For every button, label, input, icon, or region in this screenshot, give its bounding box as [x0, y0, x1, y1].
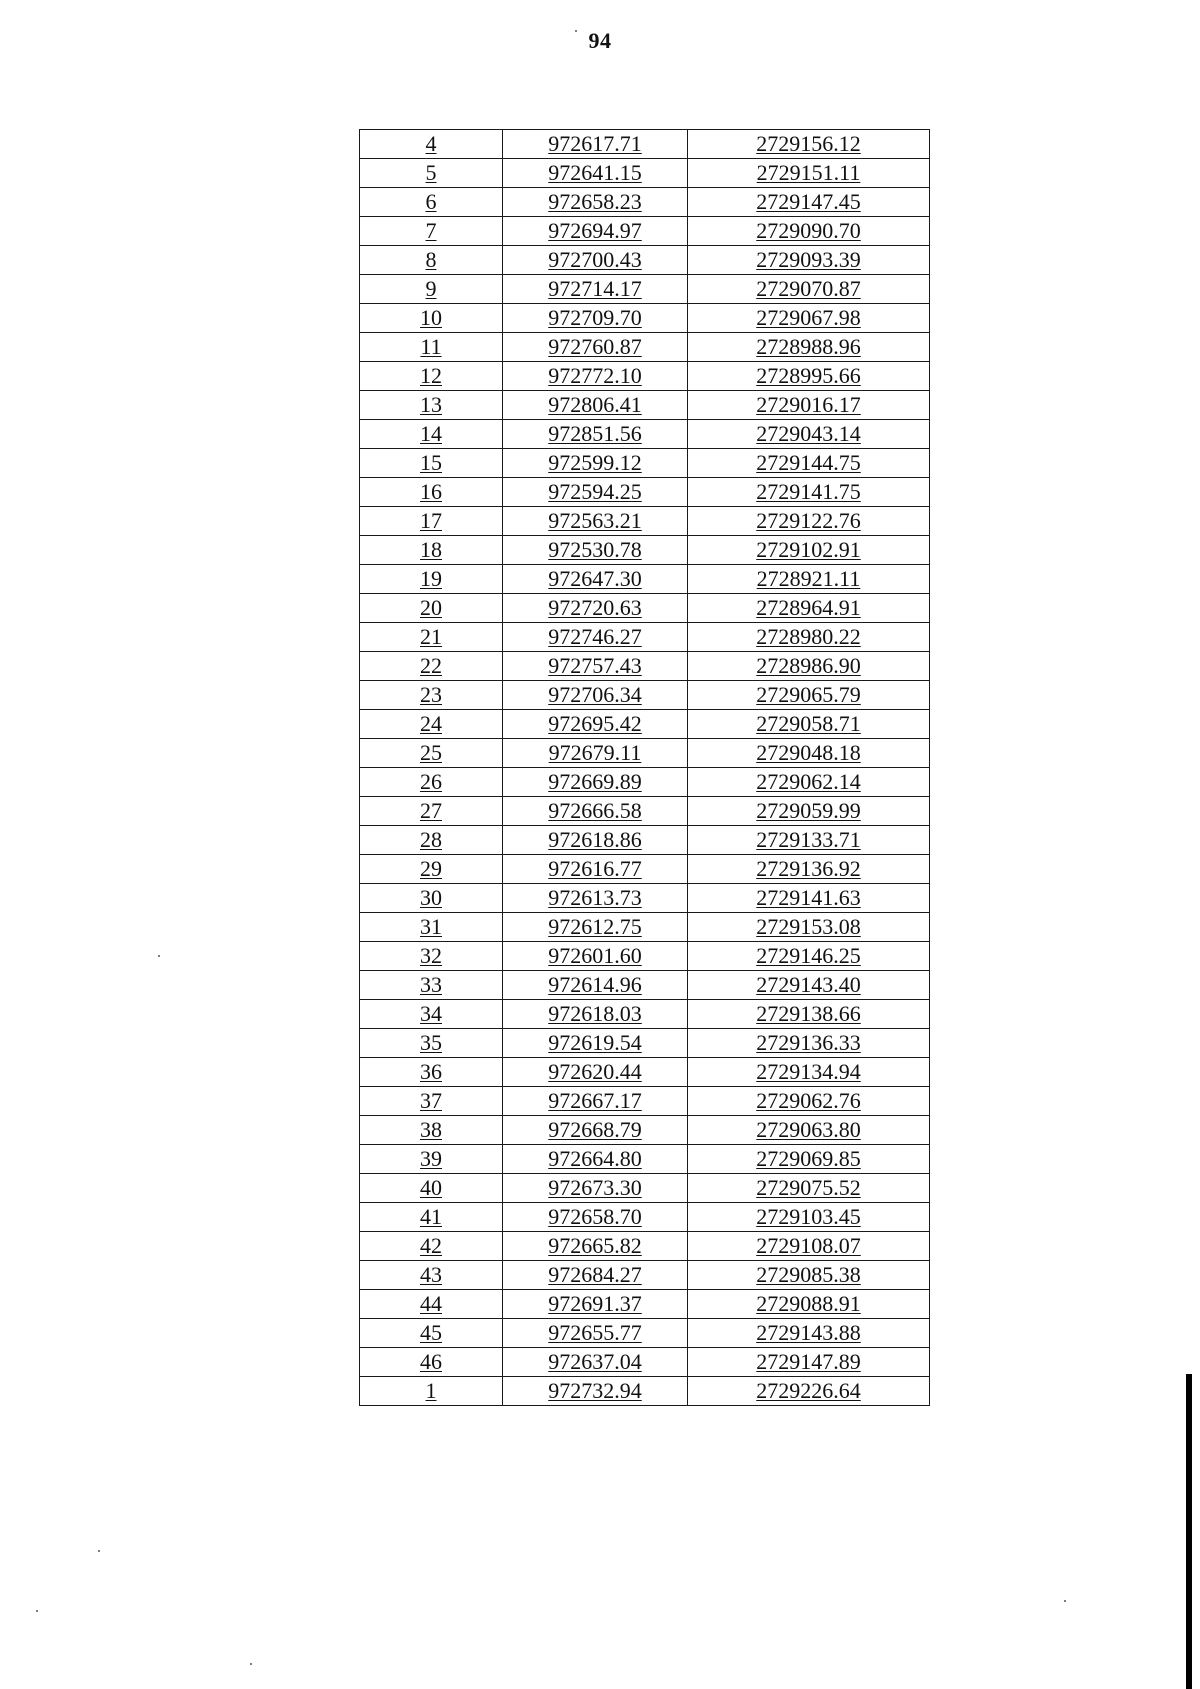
point-number-cell: 31 — [360, 913, 503, 942]
point-number-cell: 6 — [360, 188, 503, 217]
table-row — [360, 1174, 930, 1203]
point-number-cell: 23 — [360, 681, 503, 710]
table-row — [360, 420, 930, 449]
x-coordinate-cell: 972746.27 — [503, 623, 688, 652]
point-number-cell: 35 — [360, 1029, 503, 1058]
scan-edge-bar — [1186, 1374, 1192, 1689]
y-coordinate-cell: 2729090.70 — [688, 217, 930, 246]
table-row — [360, 188, 930, 217]
point-number-cell: 29 — [360, 855, 503, 884]
table-row — [360, 594, 930, 623]
table-row — [360, 1319, 930, 1348]
table-row — [360, 884, 930, 913]
scan-speck — [98, 1550, 100, 1552]
x-coordinate-cell: 972760.87 — [503, 333, 688, 362]
scan-speck — [158, 955, 160, 957]
table-row — [360, 159, 930, 188]
y-coordinate-cell: 2728995.66 — [688, 362, 930, 391]
x-coordinate-cell: 972647.30 — [503, 565, 688, 594]
x-coordinate-cell: 972691.37 — [503, 1290, 688, 1319]
point-number-cell: 20 — [360, 594, 503, 623]
y-coordinate-cell: 2729136.33 — [688, 1029, 930, 1058]
point-number-cell: 43 — [360, 1261, 503, 1290]
coordinates-table — [359, 129, 930, 1406]
table-row — [360, 217, 930, 246]
table-row — [360, 826, 930, 855]
y-coordinate-cell: 2729141.63 — [688, 884, 930, 913]
point-number-cell: 4 — [360, 130, 503, 159]
y-coordinate-cell: 2729143.88 — [688, 1319, 930, 1348]
x-coordinate-cell: 972851.56 — [503, 420, 688, 449]
x-coordinate-cell: 972684.27 — [503, 1261, 688, 1290]
x-coordinate-cell: 972757.43 — [503, 652, 688, 681]
x-coordinate-cell: 972655.77 — [503, 1319, 688, 1348]
point-number-cell: 25 — [360, 739, 503, 768]
x-coordinate-cell: 972601.60 — [503, 942, 688, 971]
table-row — [360, 246, 930, 275]
table-row — [360, 565, 930, 594]
point-number-cell: 30 — [360, 884, 503, 913]
point-number-cell: 1 — [360, 1377, 503, 1406]
table-row — [360, 739, 930, 768]
y-coordinate-cell: 2729062.14 — [688, 768, 930, 797]
y-coordinate-cell: 2729141.75 — [688, 478, 930, 507]
table-row — [360, 1029, 930, 1058]
point-number-cell: 10 — [360, 304, 503, 333]
point-number-cell: 32 — [360, 942, 503, 971]
point-number-cell: 22 — [360, 652, 503, 681]
x-coordinate-cell: 972679.11 — [503, 739, 688, 768]
table-row — [360, 478, 930, 507]
y-coordinate-cell: 2729059.99 — [688, 797, 930, 826]
y-coordinate-cell: 2729067.98 — [688, 304, 930, 333]
point-number-cell: 13 — [360, 391, 503, 420]
x-coordinate-cell: 972666.58 — [503, 797, 688, 826]
y-coordinate-cell: 2729138.66 — [688, 1000, 930, 1029]
y-coordinate-cell: 2728988.96 — [688, 333, 930, 362]
point-number-cell: 17 — [360, 507, 503, 536]
x-coordinate-cell: 972695.42 — [503, 710, 688, 739]
x-coordinate-cell: 972641.15 — [503, 159, 688, 188]
x-coordinate-cell: 972594.25 — [503, 478, 688, 507]
y-coordinate-cell: 2729147.45 — [688, 188, 930, 217]
x-coordinate-cell: 972658.23 — [503, 188, 688, 217]
y-coordinate-cell: 2729063.80 — [688, 1116, 930, 1145]
x-coordinate-cell: 972673.30 — [503, 1174, 688, 1203]
coordinates-table-body — [360, 130, 930, 1406]
point-number-cell: 37 — [360, 1087, 503, 1116]
x-coordinate-cell: 972720.63 — [503, 594, 688, 623]
point-number-cell: 24 — [360, 710, 503, 739]
page-number: 94 — [588, 28, 612, 53]
y-coordinate-cell: 2728980.22 — [688, 623, 930, 652]
y-coordinate-cell: 2728921.11 — [688, 565, 930, 594]
point-number-cell: 27 — [360, 797, 503, 826]
point-number-cell: 34 — [360, 1000, 503, 1029]
scan-speck — [575, 30, 577, 32]
y-coordinate-cell: 2729062.76 — [688, 1087, 930, 1116]
y-coordinate-cell: 2729156.12 — [688, 130, 930, 159]
x-coordinate-cell: 972563.21 — [503, 507, 688, 536]
x-coordinate-cell: 972772.10 — [503, 362, 688, 391]
y-coordinate-cell: 2729144.75 — [688, 449, 930, 478]
y-coordinate-cell: 2729134.94 — [688, 1058, 930, 1087]
point-number-cell: 45 — [360, 1319, 503, 1348]
table-row — [360, 1290, 930, 1319]
y-coordinate-cell: 2729102.91 — [688, 536, 930, 565]
x-coordinate-cell: 972806.41 — [503, 391, 688, 420]
point-number-cell: 16 — [360, 478, 503, 507]
table-row — [360, 130, 930, 159]
table-row — [360, 971, 930, 1000]
x-coordinate-cell: 972669.89 — [503, 768, 688, 797]
y-coordinate-cell: 2728964.91 — [688, 594, 930, 623]
table-row — [360, 1377, 930, 1406]
y-coordinate-cell: 2729048.18 — [688, 739, 930, 768]
y-coordinate-cell: 2729070.87 — [688, 275, 930, 304]
y-coordinate-cell: 2729093.39 — [688, 246, 930, 275]
x-coordinate-cell: 972613.73 — [503, 884, 688, 913]
x-coordinate-cell: 972700.43 — [503, 246, 688, 275]
x-coordinate-cell: 972616.77 — [503, 855, 688, 884]
x-coordinate-cell: 972618.86 — [503, 826, 688, 855]
y-coordinate-cell: 2729153.08 — [688, 913, 930, 942]
y-coordinate-cell: 2728986.90 — [688, 652, 930, 681]
point-number-cell: 11 — [360, 333, 503, 362]
point-number-cell: 12 — [360, 362, 503, 391]
point-number-cell: 46 — [360, 1348, 503, 1377]
table-row — [360, 1058, 930, 1087]
point-number-cell: 21 — [360, 623, 503, 652]
table-row — [360, 1203, 930, 1232]
y-coordinate-cell: 2729103.45 — [688, 1203, 930, 1232]
scan-speck — [250, 1663, 252, 1665]
point-number-cell: 44 — [360, 1290, 503, 1319]
x-coordinate-cell: 972706.34 — [503, 681, 688, 710]
y-coordinate-cell: 2729146.25 — [688, 942, 930, 971]
y-coordinate-cell: 2729043.14 — [688, 420, 930, 449]
point-number-cell: 9 — [360, 275, 503, 304]
table-row — [360, 1348, 930, 1377]
y-coordinate-cell: 2729151.11 — [688, 159, 930, 188]
table-row — [360, 536, 930, 565]
point-number-cell: 28 — [360, 826, 503, 855]
y-coordinate-cell: 2729108.07 — [688, 1232, 930, 1261]
x-coordinate-cell: 972694.97 — [503, 217, 688, 246]
y-coordinate-cell: 2729226.64 — [688, 1377, 930, 1406]
x-coordinate-cell: 972618.03 — [503, 1000, 688, 1029]
y-coordinate-cell: 2729133.71 — [688, 826, 930, 855]
x-coordinate-cell: 972664.80 — [503, 1145, 688, 1174]
table-row — [360, 1000, 930, 1029]
point-number-cell: 38 — [360, 1116, 503, 1145]
table-row — [360, 913, 930, 942]
table-row — [360, 1116, 930, 1145]
point-number-cell: 7 — [360, 217, 503, 246]
point-number-cell: 39 — [360, 1145, 503, 1174]
table-row — [360, 1232, 930, 1261]
x-coordinate-cell: 972714.17 — [503, 275, 688, 304]
x-coordinate-cell: 972599.12 — [503, 449, 688, 478]
point-number-cell: 14 — [360, 420, 503, 449]
x-coordinate-cell: 972614.96 — [503, 971, 688, 1000]
x-coordinate-cell: 972667.17 — [503, 1087, 688, 1116]
table-row — [360, 449, 930, 478]
table-row — [360, 275, 930, 304]
point-number-cell: 8 — [360, 246, 503, 275]
x-coordinate-cell: 972619.54 — [503, 1029, 688, 1058]
point-number-cell: 26 — [360, 768, 503, 797]
x-coordinate-cell: 972617.71 — [503, 130, 688, 159]
x-coordinate-cell: 972612.75 — [503, 913, 688, 942]
table-row — [360, 797, 930, 826]
y-coordinate-cell: 2729143.40 — [688, 971, 930, 1000]
y-coordinate-cell: 2729069.85 — [688, 1145, 930, 1174]
table-row — [360, 623, 930, 652]
table-row — [360, 391, 930, 420]
table-row — [360, 362, 930, 391]
x-coordinate-cell: 972530.78 — [503, 536, 688, 565]
y-coordinate-cell: 2729058.71 — [688, 710, 930, 739]
point-number-cell: 41 — [360, 1203, 503, 1232]
point-number-cell: 36 — [360, 1058, 503, 1087]
table-row — [360, 1261, 930, 1290]
table-row — [360, 304, 930, 333]
y-coordinate-cell: 2729075.52 — [688, 1174, 930, 1203]
scan-speck — [36, 1610, 38, 1612]
point-number-cell: 15 — [360, 449, 503, 478]
table-row — [360, 855, 930, 884]
x-coordinate-cell: 972665.82 — [503, 1232, 688, 1261]
y-coordinate-cell: 2729136.92 — [688, 855, 930, 884]
table-row — [360, 942, 930, 971]
x-coordinate-cell: 972620.44 — [503, 1058, 688, 1087]
y-coordinate-cell: 2729085.38 — [688, 1261, 930, 1290]
point-number-cell: 5 — [360, 159, 503, 188]
table-row — [360, 768, 930, 797]
x-coordinate-cell: 972732.94 — [503, 1377, 688, 1406]
y-coordinate-cell: 2729065.79 — [688, 681, 930, 710]
x-coordinate-cell: 972709.70 — [503, 304, 688, 333]
point-number-cell: 18 — [360, 536, 503, 565]
table-row — [360, 333, 930, 362]
point-number-cell: 42 — [360, 1232, 503, 1261]
table-row — [360, 710, 930, 739]
y-coordinate-cell: 2729122.76 — [688, 507, 930, 536]
x-coordinate-cell: 972637.04 — [503, 1348, 688, 1377]
y-coordinate-cell: 2729147.89 — [688, 1348, 930, 1377]
x-coordinate-cell: 972668.79 — [503, 1116, 688, 1145]
y-coordinate-cell: 2729088.91 — [688, 1290, 930, 1319]
x-coordinate-cell: 972658.70 — [503, 1203, 688, 1232]
table-row — [360, 1087, 930, 1116]
y-coordinate-cell: 2729016.17 — [688, 391, 930, 420]
table-row — [360, 507, 930, 536]
point-number-cell: 40 — [360, 1174, 503, 1203]
point-number-cell: 19 — [360, 565, 503, 594]
point-number-cell: 33 — [360, 971, 503, 1000]
table-row — [360, 681, 930, 710]
table-row — [360, 1145, 930, 1174]
scan-speck — [1064, 1600, 1066, 1602]
table-row — [360, 652, 930, 681]
